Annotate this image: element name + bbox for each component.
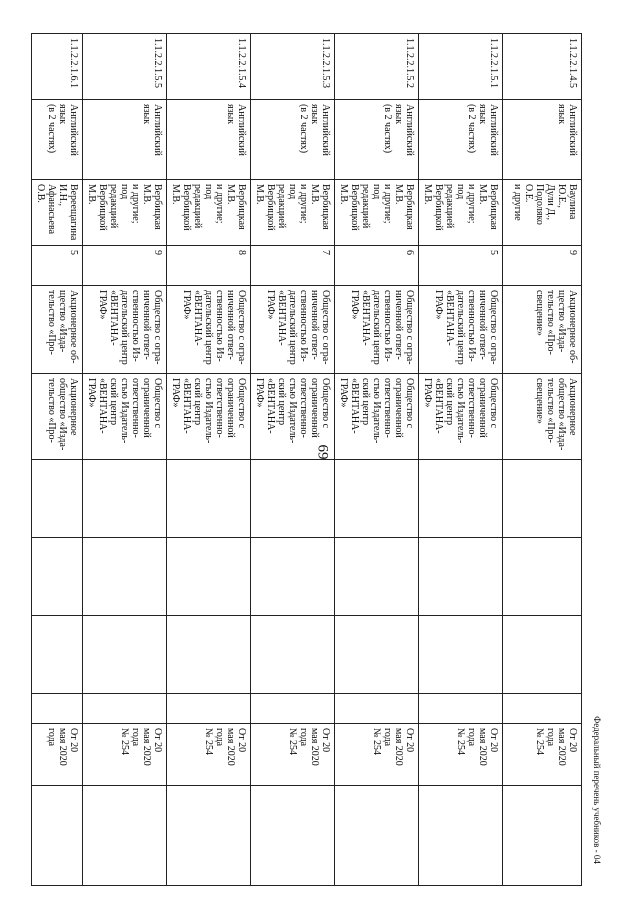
row-empty-cell — [419, 786, 503, 886]
row-empty-cell — [419, 460, 503, 538]
textbook-table — [31, 33, 582, 886]
table-row — [167, 34, 251, 886]
row-authors: Вербицкая М.В. и другие; под редакцией Вербицкой М.В. — [335, 180, 419, 246]
row-empty-cell — [335, 616, 419, 694]
row-empty-cell — [32, 616, 83, 694]
row-empty-cell — [32, 460, 83, 538]
row-grade: 5 — [419, 246, 503, 286]
footer-note: Федеральный перечень учебников - 04 — [592, 716, 602, 864]
row-empty-cell — [503, 694, 582, 724]
row-authors: Вербицкая М.В. и другие; под редакцией Вербицкой М.В. — [251, 180, 335, 246]
row-code: 1.1.2.2.1.5.2 — [335, 34, 419, 100]
row-empty-cell — [167, 460, 251, 538]
row-empty-cell — [503, 616, 582, 694]
table-row — [335, 34, 419, 886]
row-code: 1.1.2.2.1.6.1 — [32, 34, 83, 100]
row-rights-holder: Общество с ограниченной ответственно- стью Издатель- ский центр «ВЕНТАНА- ГРАФ» — [251, 374, 335, 460]
row-code: 1.1.2.2.1.5.4 — [167, 34, 251, 100]
row-empty-cell — [503, 786, 582, 886]
row-empty-cell — [167, 538, 251, 616]
row-subject: Английский язык — [167, 100, 251, 180]
row-empty-cell — [335, 786, 419, 886]
row-order-date: От 20 мая 2020 года № 254 — [167, 724, 251, 786]
row-publisher: Акционерное об- щество «Изда- тельство «Про- — [32, 286, 83, 374]
row-code: 1.1.2.2.1.4.5 — [503, 34, 582, 100]
row-empty-cell — [83, 786, 167, 886]
row-empty-cell — [419, 694, 503, 724]
row-publisher: Общество с огра- ниченной ответ- ственностью Из- дательский центр «ВЕНТАНА- ГРАФ» — [419, 286, 503, 374]
row-empty-cell — [251, 538, 335, 616]
row-empty-cell — [167, 616, 251, 694]
row-order-date: От 20 мая 2020 года № 254 — [335, 724, 419, 786]
table-row — [251, 34, 335, 886]
row-rights-holder: Акционерное общество «Изда- тельство «Про- — [32, 374, 83, 460]
row-order-date: От 20 мая 2020 года № 254 — [251, 724, 335, 786]
row-rights-holder: Общество с ограниченной ответственно- стью Издатель- ский центр «ВЕНТАНА- ГРАФ» — [167, 374, 251, 460]
row-code: 1.1.2.2.1.5.1 — [419, 34, 503, 100]
row-empty-cell — [83, 460, 167, 538]
row-authors: Вербицкая М.В. и другие; под редакцией Вербицкой М.В. — [83, 180, 167, 246]
row-empty-cell — [83, 538, 167, 616]
row-rights-holder: Общество с ограниченной ответственно- стью Издатель- ский центр «ВЕНТАНА- ГРАФ» — [335, 374, 419, 460]
row-empty-cell — [335, 460, 419, 538]
row-empty-cell — [419, 616, 503, 694]
row-subject: Английский язык — [83, 100, 167, 180]
row-empty-cell — [503, 538, 582, 616]
row-authors: Вереещагина И.Н., Афанасьева О.В. — [32, 180, 83, 246]
row-publisher: Общество с огра- ниченной ответ- ственностью Из- дательский центр «ВЕНТАНА- ГРАФ» — [83, 286, 167, 374]
row-authors: Вербицкая М.В. и другие; под редакцией Вербицкой М.В. — [167, 180, 251, 246]
row-empty-cell — [32, 538, 83, 616]
table-row — [83, 34, 167, 886]
table-row — [503, 34, 582, 886]
row-rights-holder: Общество с ограниченной ответственно- стью Издатель- ский центр «ВЕНТАНА- ГРАФ» — [83, 374, 167, 460]
row-rights-holder: Акционерное общество «Изда- тельство «Про- свещение» — [503, 374, 582, 460]
row-empty-cell — [419, 538, 503, 616]
row-publisher: Общество с огра- ниченной ответ- ственностью Из- дательский центр «ВЕНТАНА- ГРАФ» — [335, 286, 419, 374]
row-empty-cell — [32, 786, 83, 886]
row-order-date: От 20 мая 2020 года — [32, 724, 83, 786]
row-grade: 5 — [32, 246, 83, 286]
row-empty-cell — [251, 460, 335, 538]
page-number: 69 — [314, 444, 331, 460]
table-body — [32, 34, 582, 886]
row-publisher: Акционерное об- щество «Изда- тельство «Про- свещение» — [503, 286, 582, 374]
row-order-date: От 20 мая 2020 года № 254 — [419, 724, 503, 786]
row-empty-cell — [83, 616, 167, 694]
row-empty-cell — [167, 786, 251, 886]
row-authors: Вербицкая М.В. и другие; под редакцией Вербицкой М.В. — [419, 180, 503, 246]
row-empty-cell — [251, 694, 335, 724]
row-empty-cell — [335, 694, 419, 724]
row-order-date: От 20 мая 2020 года № 254 — [83, 724, 167, 786]
row-publisher: Общество с огра- ниченной ответ- ственностью Из- дательский центр «ВЕНТАНА- ГРАФ» — [251, 286, 335, 374]
row-publisher: Общество с огра- ниченной ответ- ственностью Из- дательский центр «ВЕНТАНА- ГРАФ» — [167, 286, 251, 374]
row-code: 1.1.2.2.1.5.3 — [251, 34, 335, 100]
row-grade: 6 — [335, 246, 419, 286]
row-empty-cell — [503, 460, 582, 538]
table-row — [419, 34, 503, 886]
row-subject: Английский язык (в 2 частях) — [419, 100, 503, 180]
row-empty-cell — [83, 694, 167, 724]
row-empty-cell — [32, 694, 83, 724]
row-subject: Английский язык (в 2 частях) — [335, 100, 419, 180]
row-rights-holder: Общество с ограниченной ответственно- стью Издатель- ский центр «ВЕНТАНА- ГРАФ» — [419, 374, 503, 460]
row-code: 1.1.2.2.1.5.5 — [83, 34, 167, 100]
textbook-table-container — [35, 33, 582, 885]
row-grade: 9 — [83, 246, 167, 286]
row-empty-cell — [167, 694, 251, 724]
row-grade: 8 — [167, 246, 251, 286]
table-row — [32, 34, 83, 886]
row-empty-cell — [335, 538, 419, 616]
row-subject: Английский язык — [503, 100, 582, 180]
row-grade: 7 — [251, 246, 335, 286]
row-empty-cell — [251, 786, 335, 886]
row-authors: Ваулина Ю.Е., Дули Д., Подоляко О.Е. и другие — [503, 180, 582, 246]
row-empty-cell — [251, 616, 335, 694]
row-subject: Английский язык (в 2 частях) — [32, 100, 83, 180]
row-grade: 9 — [503, 246, 582, 286]
row-subject: Английский язык (в 2 частях) — [251, 100, 335, 180]
row-order-date: От 20 мая 2020 года № 254 — [503, 724, 582, 786]
